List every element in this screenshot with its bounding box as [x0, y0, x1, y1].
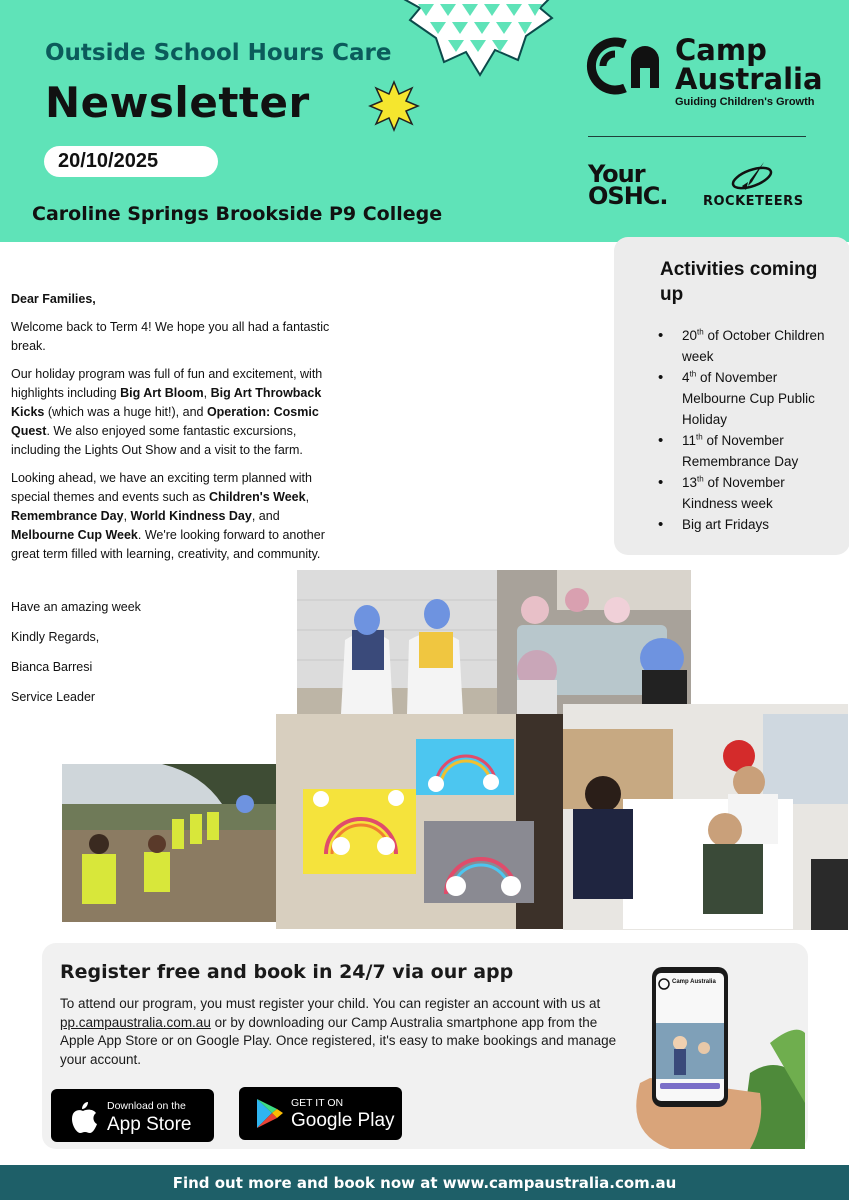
activity-text: of November Kindness week — [682, 475, 785, 511]
p2-bold-f: Operation: Cosmic Quest — [11, 405, 319, 438]
photo-farm-walk — [62, 764, 276, 922]
activities-list — [658, 325, 838, 535]
p2-text-a: Our holiday program was full of fun and excitement, with highlights including — [11, 367, 323, 400]
newsletter-title: Newsletter — [45, 78, 310, 127]
letter-body — [11, 290, 336, 716]
rocket-icon — [730, 160, 776, 192]
register-heading: Register free and book in 24/7 via our app — [60, 961, 514, 983]
activity-day: 4 — [682, 370, 690, 385]
register-app-panel — [42, 943, 808, 1149]
apple-icon — [68, 1098, 98, 1134]
activity-text: of October Children week — [682, 328, 825, 364]
p3-text-g: , and — [251, 509, 280, 523]
activity-suffix: th — [697, 327, 704, 337]
newsletter-subtitle: Outside School Hours Care — [45, 40, 392, 66]
activity-day: 13 — [682, 475, 698, 490]
activity-text: of November Melbourne Cup Public Holiday — [682, 370, 815, 427]
photo-craft-table — [497, 570, 691, 714]
register-text-a: To attend our program, you must register your child. You can register an account with us at — [60, 996, 601, 1011]
p2-text-e: (which was a huge hit!), and — [44, 405, 207, 419]
activities-heading: Activities coming up — [660, 259, 818, 305]
activity-item — [658, 430, 838, 472]
activity-item — [658, 514, 838, 535]
phone-illustration — [630, 963, 805, 1149]
activity-suffix: th — [697, 474, 704, 484]
letter-greeting: Dear Families, — [11, 292, 96, 306]
activity-text: of November Remembrance Day — [682, 433, 799, 469]
p3-bold-h: Melbourne Cup Week — [11, 528, 138, 542]
google-small-text: GET IT ON — [291, 1097, 344, 1109]
footer-bar — [0, 1165, 849, 1200]
letter-signer-role: Service Leader — [11, 690, 96, 704]
photo-rainbow-art — [276, 714, 563, 929]
newsletter-date: 20/10/2025 — [44, 146, 218, 177]
brand-name — [675, 33, 823, 96]
letter-paragraph-3 — [11, 469, 336, 564]
your-oshc-logo — [588, 160, 668, 210]
p2-bold-d: Big Art Throwback Kicks — [11, 386, 322, 419]
p3-text-i: . We're looking forward to another great term filled with learning, creativity, and community. — [11, 528, 325, 561]
apple-big-text: App Store — [107, 1114, 192, 1135]
p3-text-a: Looking ahead, we have an exciting term planned with special themes and events such as — [11, 471, 312, 504]
p2-text-c: , — [203, 386, 211, 400]
newsletter-header — [0, 0, 849, 242]
letter-closing-2: Kindly Regards, — [11, 630, 100, 644]
google-play-button[interactable] — [239, 1087, 402, 1140]
register-text — [60, 995, 620, 1069]
activity-day: 20 — [682, 328, 698, 343]
brand-name-line2: Australia — [675, 62, 823, 96]
your-oshc-line2: OSHC. — [588, 182, 668, 210]
phone-brand-text: Camp Australia — [672, 979, 716, 985]
letter-closing-1: Have an amazing week — [11, 600, 141, 614]
header-divider — [588, 136, 806, 137]
p3-bold-f: World Kindness Day — [130, 509, 252, 523]
register-link[interactable]: pp.campaustralia.com.au — [60, 1014, 211, 1030]
register-text-b: or by downloading our Camp Australia smartphone app from the Apple App Store or on Google Play. Once registered, it's easy to make bookings and manage your account. — [60, 1014, 617, 1067]
activity-item — [658, 325, 838, 367]
triangle-pattern-decoration — [400, 0, 560, 85]
activity-suffix: th — [696, 432, 703, 442]
sun-star-decoration — [368, 80, 420, 132]
letter-paragraph-2 — [11, 365, 336, 460]
google-play-icon — [255, 1097, 285, 1130]
p3-bold-d: Remembrance Day — [11, 509, 124, 523]
apple-small-text: Download on the — [107, 1100, 186, 1112]
activity-item — [658, 472, 838, 514]
p3-text-e: , — [123, 509, 131, 523]
camp-australia-logo-icon — [585, 36, 675, 96]
activities-panel — [614, 237, 849, 555]
activity-suffix: th — [689, 369, 697, 379]
p3-bold-b: Children's Week — [209, 490, 306, 504]
google-big-text: Google Play — [291, 1110, 395, 1131]
photo-kids-against-wall — [297, 570, 497, 714]
app-store-button[interactable] — [51, 1089, 214, 1142]
rocketeers-logo-text: ROCKETEERS — [703, 194, 804, 209]
footer-text[interactable]: Find out more and book now at www.campaustralia.com.au — [172, 1174, 677, 1192]
p2-text-g: . We also enjoyed some fantastic excursions, including the Lights Out Show and a visit to the farm. — [11, 424, 303, 457]
your-oshc-line1: Your — [588, 160, 645, 188]
brand-name-line1: Camp — [675, 33, 767, 67]
letter-signer-name: Bianca Barresi — [11, 660, 93, 674]
activity-text: Big art Fridays — [682, 517, 770, 532]
activity-day: 11 — [682, 433, 697, 448]
letter-paragraph-1: Welcome back to Term 4! We hope you all had a fantastic break. — [11, 320, 330, 353]
activity-item — [658, 367, 838, 430]
p3-text-c: , — [305, 490, 310, 504]
photo-puzzle-table — [563, 704, 848, 930]
brand-tagline: Guiding Children's Growth — [675, 96, 815, 108]
school-name: Caroline Springs Brookside P9 College — [32, 203, 443, 225]
p2-bold-b: Big Art Bloom — [120, 386, 204, 400]
